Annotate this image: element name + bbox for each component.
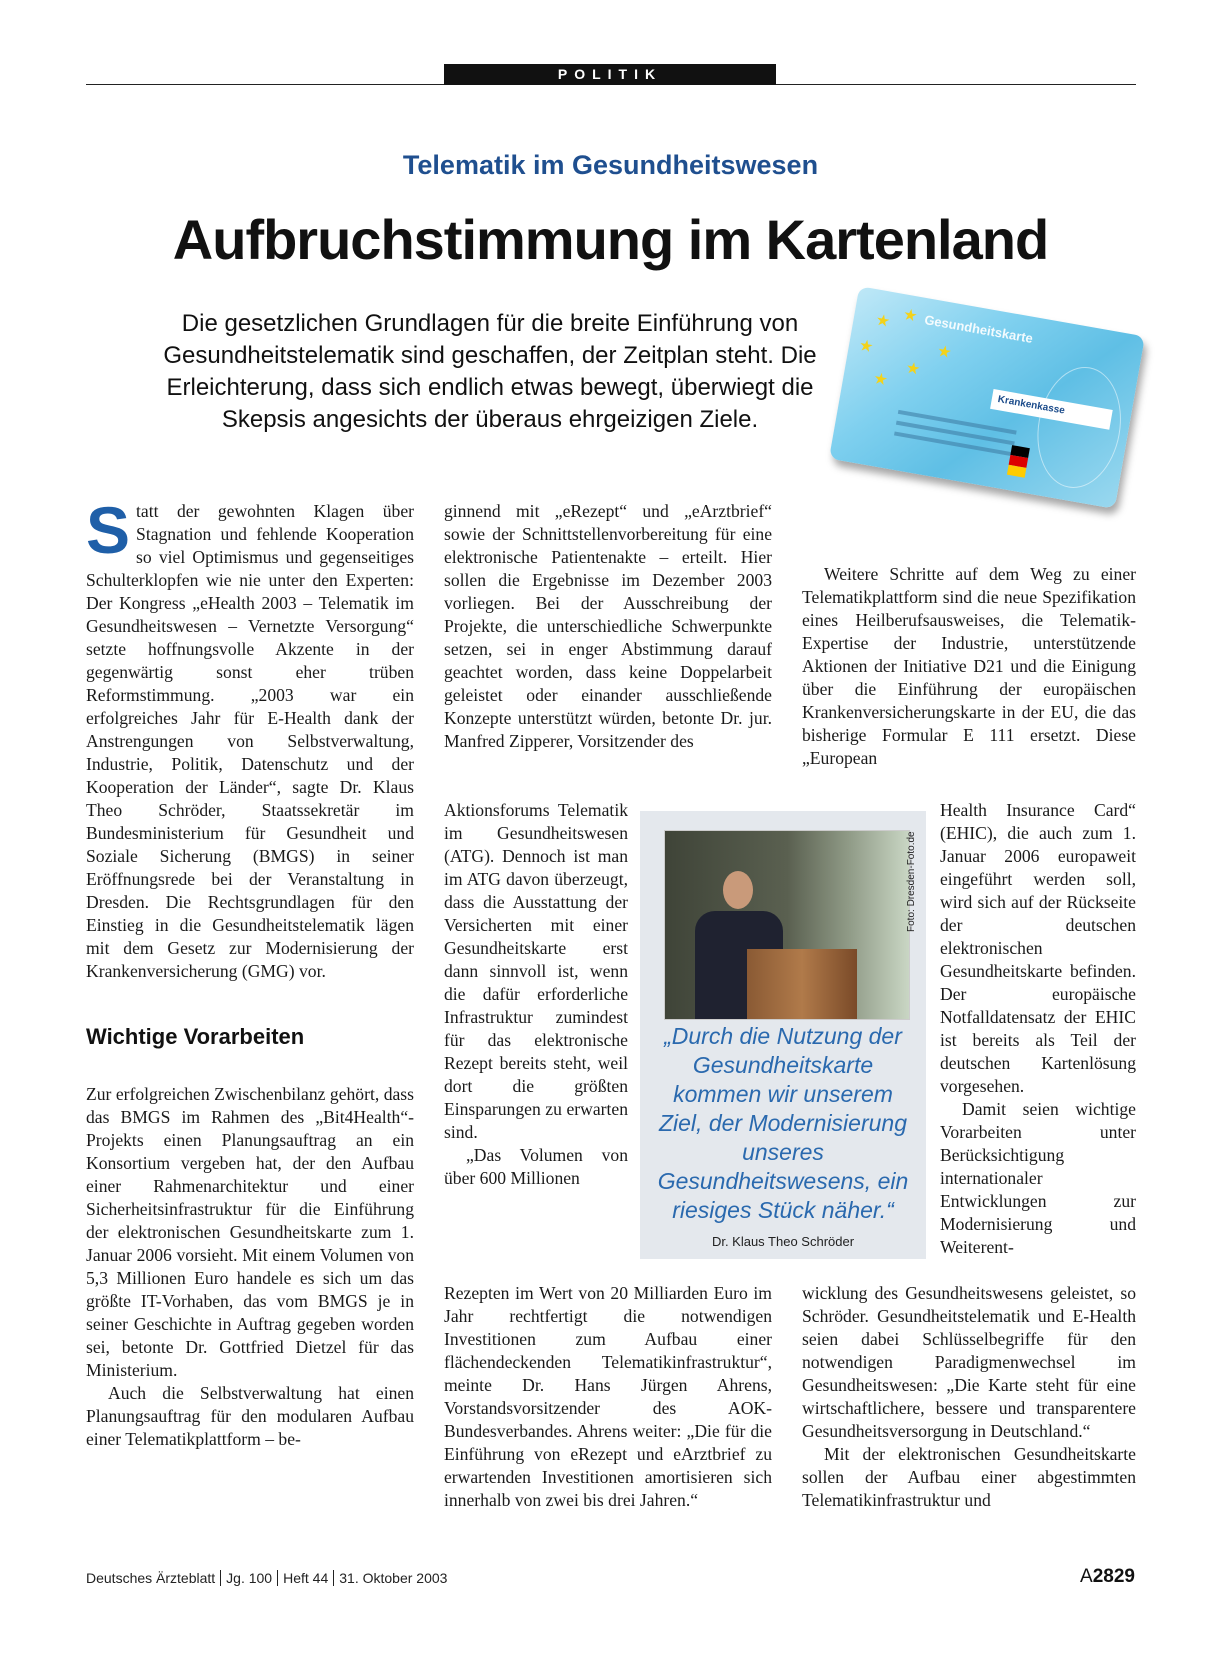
paragraph: Rezepten im Wert von 20 Milliarden Euro im Jahr rechtfertigt die notwendigen Investitionen zum Aufbau einer flächendeckenden Telematikinfrastruktur“, meinte Dr. Hans Jürgen Ahrens, Vorstandsvorsitzender des AOK-Bundesverbandes. Ahrens weiter: „Die für die Einführung von eRezept und eArztbrief zu erwartenden Investitionen amortisieren sich innerhalb von zwei bis drei Jahren.“ [444, 1283, 772, 1510]
paragraph: Auch die Selbstverwaltung hat einen Planungsauftrag für den modularen Aufbau einer Telematikplattform – be- [86, 1383, 414, 1449]
paragraph: ginnend mit „eRezept“ und „eArztbrief“ sowie der Schnittstellenvorbereitung für eine elektronische Patientenakte – erteilt. Hier sollen die Ergebnisse im Dezember 2003 vorliegen. Bei der Ausschreibung der Projekte, die unterschiedliche Schwerpunkte setzen, sei in enger Abstimmung darauf geachtet worden, dass keine Doppelarbeit geleistet oder einander ausschließende Konzepte unterstützt würden, betonte Dr. jur. Manfred Zipperer, Vorsitzender des [444, 501, 772, 751]
card-data-lines [892, 410, 1017, 470]
headline: Aufbruchstimmung im Kartenland [172, 208, 1049, 271]
column-2 [444, 500, 772, 753]
quote-author: Dr. Klaus Theo Schröder [711, 1234, 855, 1249]
paragraph: Weitere Schritte auf dem Weg zu einer Telematikplattform sind die neue Spezifikation eines Heilberufsausweises, die Telematik-Expertise der Industrie, unterstützende Aktionen der Initiative D21 und die Einigung über die Einführung der europäischen Krankenversicherungskarte in der EU, die das bisherige Formular E 111 ersetzt. Diese „European [802, 564, 1136, 768]
eu-star-icon: ★ [857, 337, 875, 357]
eu-star-icon: ★ [904, 359, 922, 379]
column-1 [86, 493, 414, 1451]
section-label: POLITIK [444, 64, 776, 85]
eu-star-icon: ★ [874, 311, 892, 331]
paragraph: Health Insurance Card“ (EHIC), die auch zum 1. Januar 2006 europaweit eingeführt werden soll, wird sich auf der Rückseite der deutschen elektronischen Gesundheitskarte befinden. Der europäische Notfalldatensatz der EHIC ist bereits als Teil der deutschen Kartenlösung vorgesehen. [940, 800, 1136, 1096]
speaker-photo [664, 830, 910, 1020]
column-2-narrow [444, 799, 628, 1190]
german-flag-icon [1007, 445, 1030, 478]
drop-cap: S [86, 493, 131, 567]
column-3-narrow [940, 799, 1136, 1259]
health-card-image [820, 300, 1150, 505]
paragraph: „Das Volumen von über 600 Millionen [444, 1145, 628, 1188]
card-title: Gesundheitskarte [923, 312, 1035, 346]
paragraph: Aktionsforums Telematik im Gesundheitswesen (ATG). Dennoch ist man im ATG davon überzeugt, dass die Ausstattung der Versicherten mit einer Gesundheitskarte erst dann sinnvoll ist, wenn die dafür erforderliche Infrastruktur zumindest für das elektronische Rezept bereits steht, weil dort die größten Einsparungen zu erwarten sind. [444, 800, 628, 1142]
footer [86, 1570, 447, 1586]
vitruvian-figure [1028, 360, 1130, 494]
column-3-bottom [802, 1282, 1136, 1512]
journal-name: Deutsches Ärzteblatt [86, 1570, 216, 1586]
paragraph: Damit seien wichtige Vorarbeiten unter Berücksichtigung internationaler Entwicklungen zur Modernisierung und Weiterent- [940, 1099, 1136, 1257]
kicker: Telematik im Gesundheitswesen [402, 150, 819, 180]
page-number: A2829 [1080, 1566, 1135, 1587]
pull-quote: „Durch die Nutzung der Gesundheitskarte kommen wir unserem Ziel, der Modernisierung unseres Gesundheitswesens, ein riesiges Stück näher.“ [657, 1023, 909, 1223]
eu-star-icon: ★ [872, 370, 890, 390]
eu-star-icon: ★ [935, 342, 953, 363]
column-2-bottom [444, 1282, 772, 1512]
paragraph: Mit der elektronischen Gesundheitskarte sollen der Aufbau einer abgestimmten Telematikinfrastruktur und [802, 1444, 1136, 1510]
card-insurer: Krankenkasse [990, 389, 1113, 430]
photo-credit: Foto: Dresden-Foto.de [906, 831, 917, 932]
eu-star-icon: ★ [901, 306, 919, 326]
date: 31. Oktober 2003 [339, 1570, 448, 1586]
paragraph: wicklung des Gesundheitswesens geleistet, so Schröder. Gesundheitstelematik und E-Health seien dabei Schlüsselbegriffe für den notwendigen Paradigmenwechsel im Gesundheitswesen: „Die Karte steht für eine wirtschaftlichere, bessere und transparentere Gesundheitsversorgung in Deutschland.“ [802, 1283, 1136, 1441]
column-3 [802, 563, 1136, 770]
lead-paragraph: Die gesetzlichen Grundlagen für die breite Einführung von Gesundheitstelematik sind geschaffen, der Zeitplan steht. Die Erleichterung, dass sich endlich etwas bewegt, überwiegt die Skepsis angesichts der überaus ehrgeizigen Ziele. [163, 310, 817, 433]
issue: Heft 44 [283, 1570, 329, 1586]
paragraph: Zur erfolgreichen Zwischenbilanz gehört, dass das BMGS im Rahmen des „Bit4Health“-Projekts einen Planungsauftrag an ein Konsortium vergeben hat, der den Aufbau einer Rahmenarchitektur und einer Sicherheitsinfrastruktur für die Einführung der elektronischen Gesundheitskarte zum 1. Januar 2006 vorsieht. Mit einem Volumen von 5,3 Millionen Euro handele es sich um das größte IT-Vorhaben, das vom BMGS je in seiner Geschichte in Auftrag gegeben worden sei, betonte Dr. Gottfried Dietzel für das Ministerium. [86, 1084, 414, 1380]
volume: Jg. 100 [226, 1570, 273, 1586]
health-card [829, 286, 1145, 509]
paragraph: tatt der gewohnten Klagen über Stagnation und fehlende Kooperation so viel Optimismus und gegenseitiges Schulterklopfen wie nie unter den Experten: Der Kongress „eHealth 2003 – Telematik im Gesundheitswesen – Vernetzte Versorgung“ setzte hoffnungsvolle Akzente in der gegenwärtig sonst eher trüben Reformstimmung. „2003 war ein erfolgreiches Jahr für E-Health dank der Anstrengungen von Selbstverwaltung, Industrie, Politik, Datenschutz und der Kooperation der Länder“, sagte Dr. Klaus Theo Schröder, Staatssekretär im Bundesministerium für Gesundheit und Soziale Sicherung (BMGS) in seiner Eröffnungsrede bei der Veranstaltung in Dresden. Die Rechtsgrundlagen für den Einstieg in die Gesundheitstelematik lägen mit dem Gesetz zur Modernisierung der Krankenversicherung (GMG) vor. [86, 501, 414, 981]
subheading: Wichtige Vorarbeiten [86, 1024, 305, 1049]
